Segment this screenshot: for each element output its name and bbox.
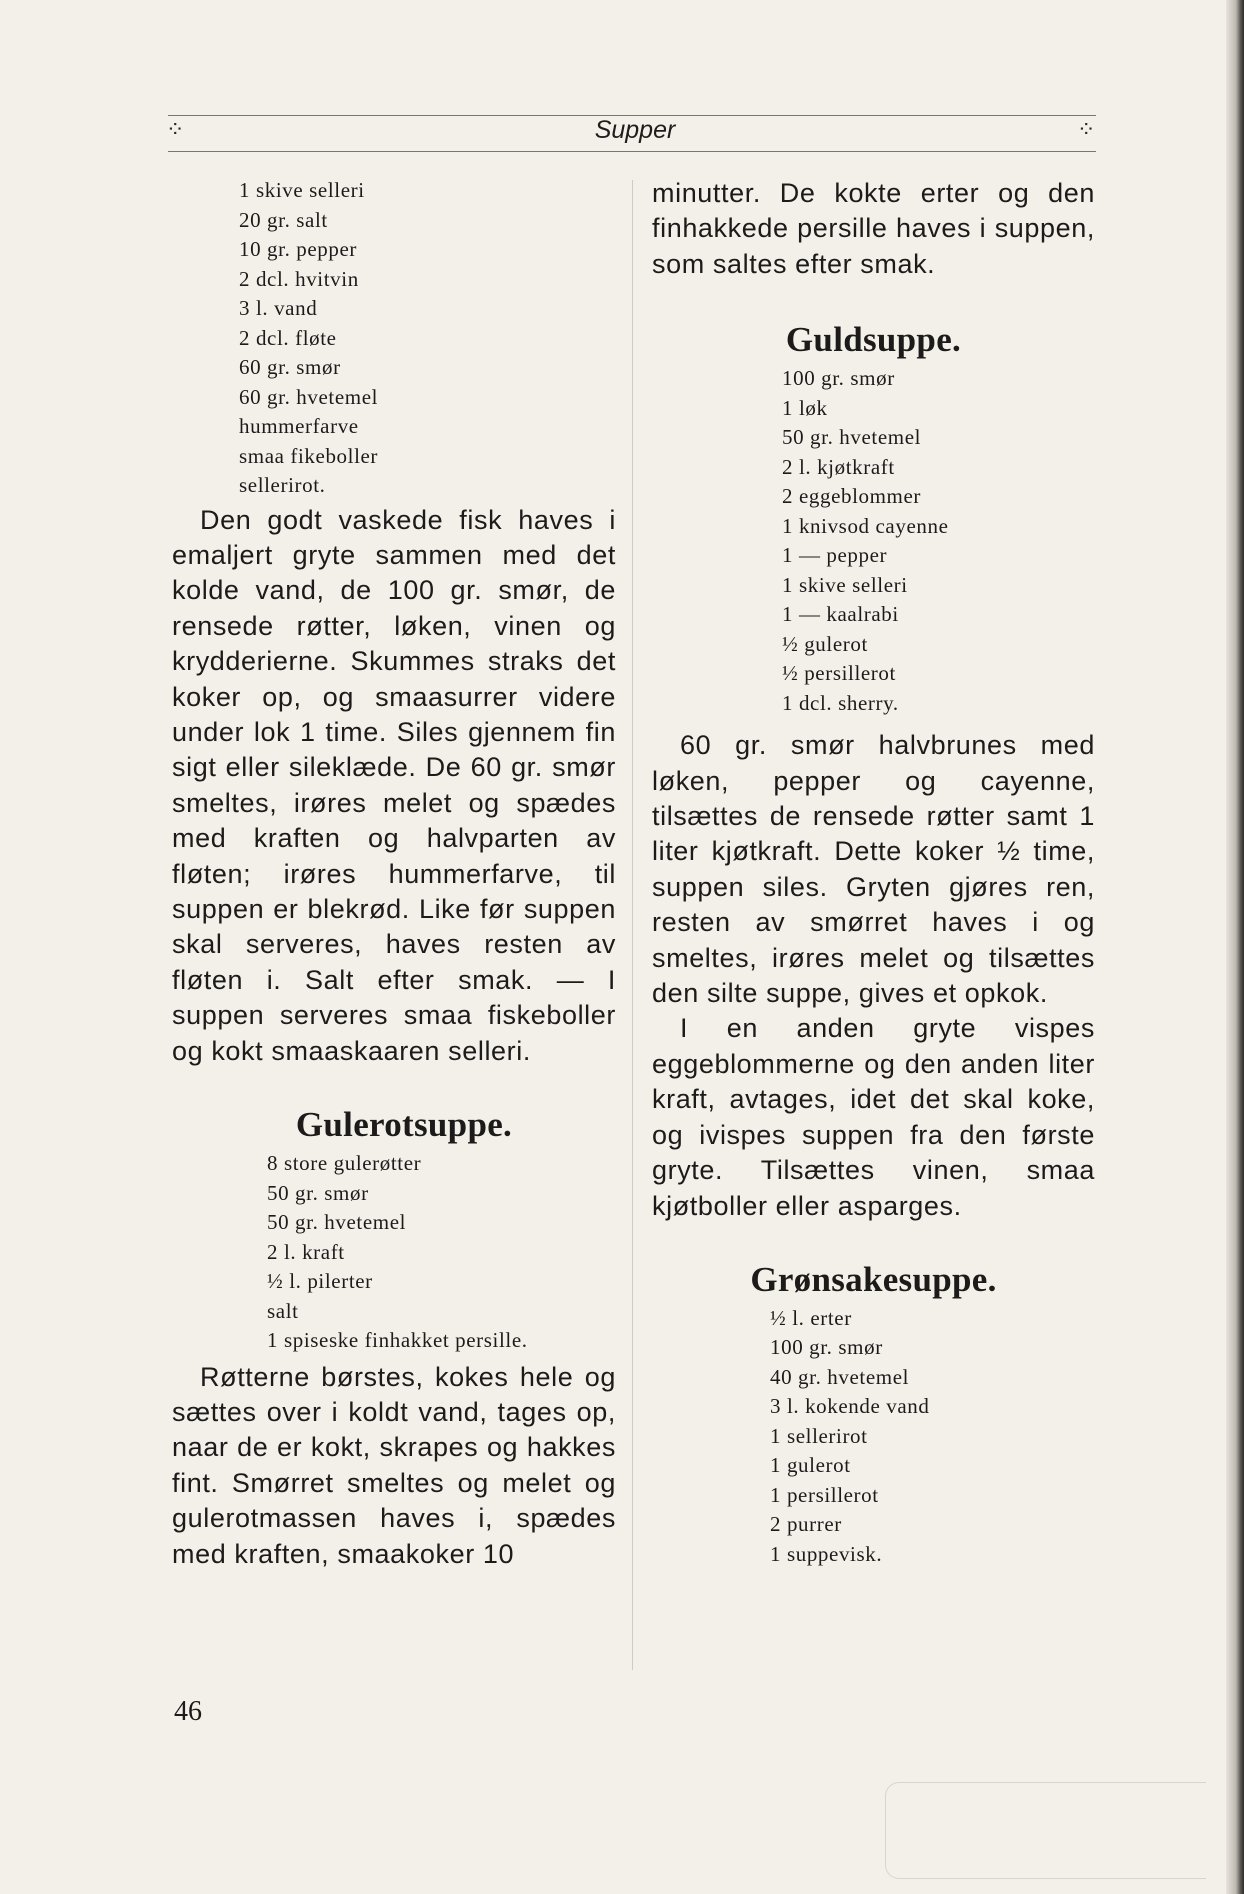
ingredient-item: smaa fikeboller	[239, 443, 379, 468]
ingredient-item: 1 persillerot	[770, 1482, 879, 1507]
instructions-paragraph: Røtterne børstes, kokes hele og sættes over i koldt vand, tages op, naar de er kokt, skrapes og hakkes fint. Smørret smeltes og melet og gulerotmassen haves i, spædes med kraften, smaakoker 10	[172, 1361, 616, 1569]
ingredient-list	[652, 1304, 1095, 1570]
ingredient-item: 20 gr. salt	[239, 207, 328, 232]
ingredient-item: ½ persillerot	[782, 661, 896, 686]
ingredient-item: 1 knivsod cayenne	[782, 513, 949, 538]
header-rule-bottom	[168, 151, 1096, 152]
left-column	[172, 176, 616, 1572]
ingredient-item: salt	[267, 1298, 299, 1323]
ingredient-item: 1 skive selleri	[782, 572, 908, 597]
ingredient-item: 2 dcl. hvitvin	[239, 266, 359, 291]
ingredient-item: 10 gr. pepper	[239, 237, 358, 261]
column-divider	[632, 180, 633, 1670]
ingredient-list	[652, 364, 1095, 718]
ingredient-item: 50 gr. smør	[267, 1180, 369, 1205]
ingredient-item: 2 dcl. fløte	[239, 325, 337, 350]
ingredient-item: 100 gr. smør	[782, 366, 895, 391]
instructions-paragraph: Den godt vaskede fisk haves i emaljert gryte sammen med det kolde vand, de 100 gr. smør, de rensede røtter, løken, vinen og krydderierne. Skummes straks det koker op, og smaasurrer videre under lok 1 time. Siles gjennem fin sigt eller sileklæde. De 60 gr. smør smeltes, irøres melet og spædes med kraften og halvparten av fløten; irøres hummerfarve, til suppen er blekrød. Like før suppen skal serveres, haves resten av fløten i. Salt efter smak. — I suppen serveres smaa fiskeboller og kokt smaaskaaren selleri.	[172, 504, 616, 1066]
page-corner-tab	[885, 1782, 1206, 1879]
instructions-paragraph: 60 gr. smør halvbrunes med løken, pepper og cayenne, tilsættes de rensede røtter samt 1 liter kjøtkraft. Dette koker ½ time, suppen siles. Gryten gjøres ren, resten av smørret haves i og smeltes, irøres melet og tilsættes den silte suppe, gives et opkok.	[652, 730, 1095, 1009]
ingredient-item: hummerfarve	[239, 414, 359, 438]
ingredient-item: 100 gr. smør	[770, 1335, 883, 1360]
ingredient-item: 1 — pepper	[782, 543, 888, 568]
recipe-heading: Grønsakesuppe.	[750, 1259, 997, 1299]
instructions-continuation: minutter. De kokte erter og den finhakkede persille haves i suppen, som saltes efter smak.	[652, 178, 1095, 279]
ornament-right-icon: ⁘	[1077, 118, 1096, 143]
ingredient-item: ½ l. pilerter	[267, 1269, 373, 1293]
page-number: 46	[174, 1696, 202, 1727]
ingredient-item: 3 l. kokende vand	[770, 1394, 930, 1419]
ingredient-item: ½ gulerot	[782, 631, 868, 656]
instructions-paragraph: I en anden gryte vispes eggeblommerne og den anden liter kraft, avtages, idet det skal koke, og ivispes suppen fra den første gryte. Tilsættes vinen, smaa kjøtboller eller asparges.	[652, 1013, 1095, 1221]
ingredient-item: 2 eggeblommer	[782, 484, 922, 509]
book-binding-edge	[1226, 0, 1244, 1894]
ingredient-item: 1 sellerirot	[770, 1423, 868, 1448]
ingredient-item: 1 — kaalrabi	[782, 602, 899, 627]
ingredient-item: ½ l. erter	[770, 1305, 852, 1330]
ingredient-item: 2 l. kjøtkraft	[782, 454, 895, 479]
ingredient-item: 2 l. kraft	[267, 1239, 345, 1264]
ingredient-item: sellerirot.	[239, 473, 326, 497]
ingredient-list-top	[172, 176, 616, 501]
ingredient-item: 40 gr. hvetemel	[770, 1364, 910, 1389]
ornament-left-icon: ⁘	[166, 118, 185, 143]
ingredient-item: 50 gr. hvetemel	[782, 425, 922, 450]
ingredient-item: 60 gr. smør	[239, 355, 341, 379]
ingredient-item: 50 gr. hvetemel	[267, 1210, 407, 1234]
recipe-heading: Guldsuppe.	[785, 320, 962, 360]
ingredient-item: 2 purrer	[770, 1512, 842, 1537]
ingredient-item: 60 gr. hvetemel	[239, 384, 379, 409]
ingredient-item: 1 løk	[782, 395, 828, 420]
recipe-heading: Gulerotsuppe.	[295, 1105, 513, 1144]
ingredient-item: 8 store gulerøtter	[267, 1151, 422, 1175]
ingredient-item: 1 dcl. sherry.	[782, 690, 899, 715]
ingredient-item: 1 skive selleri	[239, 178, 365, 202]
ingredient-item: 1 gulerot	[770, 1453, 851, 1478]
ingredient-item: 3 l. vand	[239, 296, 318, 320]
ingredient-list	[172, 1149, 616, 1356]
right-column	[652, 176, 1095, 1569]
running-title: Supper	[594, 116, 676, 144]
ingredient-item: 1 spiseske finhakket persille.	[267, 1328, 528, 1352]
ingredient-item: 1 suppevisk.	[770, 1541, 883, 1566]
